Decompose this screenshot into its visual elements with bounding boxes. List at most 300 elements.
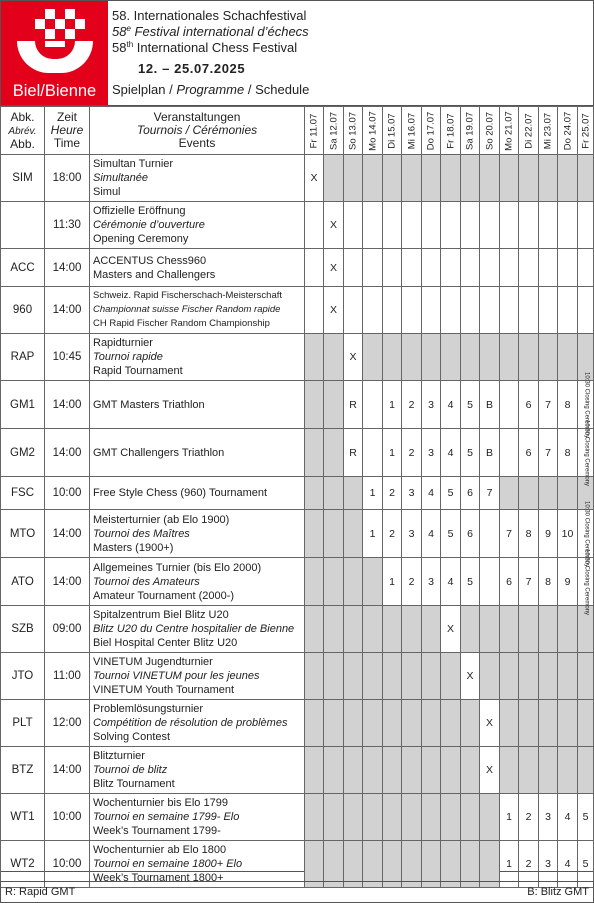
closing-ceremony-label: 10:30 Closing Ceremony bbox=[583, 500, 589, 567]
inactive-day-cell bbox=[402, 794, 422, 841]
inactive-day-cell bbox=[344, 747, 363, 794]
table-row bbox=[1, 155, 594, 202]
inactive-day-cell bbox=[441, 155, 461, 202]
event-name-de: Offizielle Eröffnung bbox=[93, 205, 186, 217]
inactive-day-cell bbox=[383, 155, 402, 202]
inactive-day-cell bbox=[558, 477, 578, 510]
day-cell: 4 bbox=[422, 510, 441, 558]
event-time: 18:00 bbox=[45, 155, 90, 202]
day-cell bbox=[383, 287, 402, 334]
day-cell: 2 bbox=[402, 429, 422, 477]
event-name-en: Masters and Challengers bbox=[93, 268, 216, 281]
day-cell bbox=[519, 287, 539, 334]
day-cell: 7 bbox=[539, 381, 558, 429]
day-cell: 3 bbox=[422, 558, 441, 606]
inactive-day-cell bbox=[519, 653, 539, 700]
event-time: 14:00 bbox=[45, 510, 90, 558]
inactive-day-cell bbox=[519, 334, 539, 381]
inactive-day-cell bbox=[344, 653, 363, 700]
event-name-de: Free Style Chess (960) Tournament bbox=[93, 487, 268, 499]
day-cell: X bbox=[344, 334, 363, 381]
inactive-day-cell bbox=[402, 155, 422, 202]
day-cell bbox=[500, 287, 519, 334]
table-row bbox=[1, 381, 594, 429]
day-header: So 20.07 bbox=[480, 107, 500, 155]
inactive-day-cell bbox=[500, 653, 519, 700]
day-cell bbox=[363, 429, 383, 477]
event-name bbox=[90, 381, 305, 429]
inactive-day-cell bbox=[305, 653, 324, 700]
inactive-day-cell bbox=[305, 606, 324, 653]
table-row bbox=[1, 202, 594, 249]
event-name-en: Blitz Tournament bbox=[93, 778, 175, 790]
inactive-day-cell bbox=[441, 334, 461, 381]
closing-ceremony-cell bbox=[578, 548, 594, 615]
event-name-fr: Tournoi de blitz bbox=[93, 764, 168, 776]
logo-city-name: Biel/Bienne bbox=[12, 82, 97, 100]
inactive-day-cell bbox=[480, 794, 500, 841]
event-name bbox=[90, 429, 305, 477]
day-cell: 8 bbox=[539, 558, 558, 606]
inactive-day-cell bbox=[441, 747, 461, 794]
day-cell: 1 bbox=[383, 381, 402, 429]
event-name bbox=[90, 653, 305, 700]
inactive-day-cell bbox=[480, 653, 500, 700]
day-cell: 6 bbox=[519, 429, 539, 477]
day-cell bbox=[305, 249, 324, 287]
day-cell: 2 bbox=[519, 841, 539, 888]
event-abbreviation: ATO bbox=[1, 558, 45, 606]
event-abbreviation: ACC bbox=[1, 249, 45, 287]
day-cell bbox=[363, 287, 383, 334]
day-cell: 8 bbox=[519, 510, 539, 558]
day-cell: 1 bbox=[363, 477, 383, 510]
event-time: 14:00 bbox=[45, 747, 90, 794]
day-cell bbox=[480, 202, 500, 249]
event-name-fr: Tournoi VINETUM pour les jeunes bbox=[93, 670, 260, 682]
inactive-day-cell bbox=[383, 334, 402, 381]
inactive-day-cell bbox=[558, 747, 578, 794]
inactive-day-cell bbox=[441, 653, 461, 700]
inactive-day-cell bbox=[422, 334, 441, 381]
event-name bbox=[90, 606, 305, 653]
inactive-day-cell bbox=[383, 747, 402, 794]
day-cell: 6 bbox=[461, 477, 480, 510]
event-abbreviation: GM1 bbox=[1, 381, 45, 429]
day-header: Sa 19.07 bbox=[461, 107, 480, 155]
inactive-day-cell bbox=[324, 381, 344, 429]
day-cell: 8 bbox=[558, 381, 578, 429]
inactive-day-cell bbox=[363, 747, 383, 794]
event-abbreviation: JTO bbox=[1, 653, 45, 700]
inactive-day-cell bbox=[461, 155, 480, 202]
day-cell bbox=[422, 249, 441, 287]
inactive-day-cell bbox=[422, 653, 441, 700]
day-cell bbox=[383, 202, 402, 249]
inactive-day-cell bbox=[500, 477, 519, 510]
inactive-day-cell bbox=[539, 155, 558, 202]
day-cell bbox=[500, 381, 519, 429]
day-cell bbox=[578, 287, 594, 334]
day-cell: 5 bbox=[461, 429, 480, 477]
day-cell: 1 bbox=[500, 794, 519, 841]
inactive-day-cell bbox=[305, 747, 324, 794]
event-name-fr: Tournoi des Maîtres bbox=[93, 527, 190, 540]
event-time: 12:00 bbox=[45, 700, 90, 747]
inactive-day-cell bbox=[305, 700, 324, 747]
day-cell bbox=[344, 202, 363, 249]
day-cell bbox=[363, 381, 383, 429]
inactive-day-cell bbox=[402, 334, 422, 381]
inactive-day-cell bbox=[344, 558, 363, 606]
day-cell bbox=[363, 249, 383, 287]
event-abbreviation: 960 bbox=[1, 287, 45, 334]
event-name-fr: Tournoi des Amateurs bbox=[93, 575, 200, 588]
day-cell bbox=[422, 287, 441, 334]
table-row bbox=[1, 747, 594, 794]
inactive-day-cell bbox=[324, 334, 344, 381]
table-row bbox=[1, 287, 594, 334]
inactive-day-cell bbox=[402, 653, 422, 700]
event-name bbox=[90, 334, 305, 381]
day-cell: B bbox=[480, 429, 500, 477]
event-name bbox=[90, 155, 305, 202]
event-name-en: Biel Hospital Center Blitz U20 bbox=[93, 637, 238, 649]
event-abbreviation: SZB bbox=[1, 606, 45, 653]
inactive-day-cell bbox=[519, 747, 539, 794]
day-cell: 4 bbox=[441, 429, 461, 477]
day-cell bbox=[558, 249, 578, 287]
inactive-day-cell bbox=[558, 334, 578, 381]
inactive-day-cell bbox=[500, 155, 519, 202]
table-row bbox=[1, 334, 594, 381]
day-cell: 2 bbox=[402, 381, 422, 429]
inactive-day-cell bbox=[422, 794, 441, 841]
inactive-day-cell bbox=[305, 558, 324, 606]
festival-dates: 12. – 25.07.2025 bbox=[138, 61, 246, 76]
inactive-day-cell bbox=[324, 155, 344, 202]
inactive-day-cell bbox=[363, 334, 383, 381]
event-name-de: Blitzturnier bbox=[93, 750, 145, 762]
inactive-day-cell bbox=[324, 510, 344, 558]
inactive-day-cell bbox=[305, 794, 324, 841]
inactive-day-cell bbox=[539, 606, 558, 653]
event-abbreviation: RAP bbox=[1, 334, 45, 381]
event-name bbox=[90, 700, 305, 747]
day-cell: 4 bbox=[558, 794, 578, 841]
day-header: Fr 11.07 bbox=[305, 107, 324, 155]
inactive-day-cell bbox=[539, 700, 558, 747]
event-name-de: ACCENTUS Chess960 bbox=[93, 254, 207, 267]
inactive-day-cell bbox=[558, 155, 578, 202]
event-time: 14:00 bbox=[45, 429, 90, 477]
event-name-de: Wochenturnier ab Elo 1800 bbox=[93, 844, 227, 856]
event-time: 11:00 bbox=[45, 653, 90, 700]
inactive-day-cell bbox=[422, 747, 441, 794]
day-header: Mo 14.07 bbox=[363, 107, 383, 155]
inactive-day-cell bbox=[363, 653, 383, 700]
day-header: Sa 12.07 bbox=[324, 107, 344, 155]
day-cell: 6 bbox=[519, 381, 539, 429]
event-abbreviation: FSC bbox=[1, 477, 45, 510]
day-cell: 7 bbox=[539, 429, 558, 477]
day-cell: 5 bbox=[441, 477, 461, 510]
day-cell: X bbox=[324, 249, 344, 287]
day-header: Mi 16.07 bbox=[402, 107, 422, 155]
event-name-fr: Cérémonie d’ouverture bbox=[93, 219, 205, 231]
inactive-day-cell bbox=[539, 747, 558, 794]
day-header: Di 22.07 bbox=[519, 107, 539, 155]
day-cell bbox=[344, 287, 363, 334]
day-cell bbox=[480, 558, 500, 606]
day-cell: 7 bbox=[500, 510, 519, 558]
inactive-day-cell bbox=[461, 334, 480, 381]
table-row bbox=[1, 510, 594, 558]
day-cell: 1 bbox=[500, 841, 519, 888]
inactive-day-cell bbox=[500, 334, 519, 381]
event-name-de: Wochenturnier bis Elo 1799 bbox=[93, 797, 228, 809]
day-cell: 5 bbox=[461, 381, 480, 429]
day-cell: X bbox=[324, 287, 344, 334]
title-fr: 58e Festival international d’échecs bbox=[112, 24, 309, 39]
event-abbreviation: WT2 bbox=[1, 841, 45, 888]
table-row bbox=[1, 249, 594, 287]
inactive-day-cell bbox=[305, 510, 324, 558]
day-cell: X bbox=[480, 700, 500, 747]
event-abbreviation: WT1 bbox=[1, 794, 45, 841]
inactive-day-cell bbox=[402, 747, 422, 794]
inactive-day-cell bbox=[480, 155, 500, 202]
event-name bbox=[90, 202, 305, 249]
day-cell: 2 bbox=[519, 794, 539, 841]
inactive-day-cell bbox=[519, 155, 539, 202]
day-cell: X bbox=[324, 202, 344, 249]
event-name bbox=[90, 794, 305, 841]
day-cell: 4 bbox=[422, 477, 441, 510]
day-cell: X bbox=[441, 606, 461, 653]
inactive-day-cell bbox=[578, 155, 594, 202]
day-cell bbox=[461, 202, 480, 249]
day-cell bbox=[402, 249, 422, 287]
event-name-fr: Tournoi rapide bbox=[93, 351, 163, 363]
event-name-en: Rapid Tournament bbox=[93, 365, 183, 377]
event-name-de: VINETUM Jugendturnier bbox=[93, 656, 213, 668]
inactive-day-cell bbox=[363, 558, 383, 606]
event-abbreviation: MTO bbox=[1, 510, 45, 558]
inactive-day-cell bbox=[324, 429, 344, 477]
day-cell: 2 bbox=[402, 558, 422, 606]
day-cell bbox=[500, 202, 519, 249]
event-name bbox=[90, 510, 305, 558]
closing-ceremony-label: 10:30 Closing Ceremony bbox=[583, 419, 589, 486]
inactive-day-cell bbox=[344, 477, 363, 510]
day-cell bbox=[558, 287, 578, 334]
event-name bbox=[90, 249, 305, 287]
event-name-fr: Compétition de résolution de problèmes bbox=[93, 717, 288, 729]
closing-ceremony-label: 10:30 Closing Ceremony bbox=[583, 548, 589, 615]
event-name bbox=[90, 558, 305, 606]
inactive-day-cell bbox=[461, 606, 480, 653]
day-cell: 4 bbox=[558, 841, 578, 888]
day-cell bbox=[305, 287, 324, 334]
inactive-day-cell bbox=[461, 700, 480, 747]
inactive-day-cell bbox=[539, 334, 558, 381]
inactive-day-cell bbox=[578, 653, 594, 700]
inactive-day-cell bbox=[305, 429, 324, 477]
inactive-day-cell bbox=[480, 606, 500, 653]
day-cell bbox=[461, 287, 480, 334]
event-name bbox=[90, 477, 305, 510]
inactive-day-cell bbox=[480, 334, 500, 381]
event-name-en: CH Rapid Fischer Random Championship bbox=[93, 318, 270, 329]
event-name-de: GMT Masters Triathlon bbox=[93, 398, 205, 411]
day-header: Mo 21.07 bbox=[500, 107, 519, 155]
event-name-en: Amateur Tournament (2000-) bbox=[93, 589, 235, 602]
day-cell bbox=[539, 249, 558, 287]
day-cell bbox=[578, 202, 594, 249]
event-abbreviation: BTZ bbox=[1, 747, 45, 794]
day-cell: 8 bbox=[558, 429, 578, 477]
inactive-day-cell bbox=[305, 334, 324, 381]
day-cell: 3 bbox=[402, 510, 422, 558]
event-name-en: VINETUM Youth Tournament bbox=[93, 684, 235, 696]
day-cell bbox=[461, 249, 480, 287]
day-cell: 1 bbox=[383, 558, 402, 606]
day-cell: X bbox=[480, 747, 500, 794]
day-header: Mi 23.07 bbox=[539, 107, 558, 155]
day-header: Do 24.07 bbox=[558, 107, 578, 155]
inactive-day-cell bbox=[500, 747, 519, 794]
inactive-day-cell bbox=[558, 700, 578, 747]
day-cell bbox=[402, 202, 422, 249]
day-cell: 6 bbox=[500, 558, 519, 606]
day-cell bbox=[480, 510, 500, 558]
inactive-day-cell bbox=[422, 155, 441, 202]
day-cell: 1 bbox=[383, 429, 402, 477]
inactive-day-cell bbox=[558, 653, 578, 700]
day-cell: 3 bbox=[422, 429, 441, 477]
event-abbreviation bbox=[1, 202, 45, 249]
inactive-day-cell bbox=[383, 653, 402, 700]
inactive-day-cell bbox=[383, 606, 402, 653]
event-time: 09:00 bbox=[45, 606, 90, 653]
inactive-day-cell bbox=[324, 747, 344, 794]
day-cell: R bbox=[344, 381, 363, 429]
inactive-day-cell bbox=[383, 794, 402, 841]
event-name-de: Meisterturnier (ab Elo 1900) bbox=[93, 513, 230, 526]
inactive-day-cell bbox=[305, 477, 324, 510]
inactive-day-cell bbox=[344, 794, 363, 841]
inactive-day-cell bbox=[324, 606, 344, 653]
inactive-day-cell bbox=[305, 381, 324, 429]
day-cell: 9 bbox=[539, 510, 558, 558]
event-name-en: Simul bbox=[93, 186, 121, 198]
day-cell: 3 bbox=[539, 841, 558, 888]
inactive-day-cell bbox=[539, 477, 558, 510]
inactive-day-cell bbox=[324, 794, 344, 841]
inactive-day-cell bbox=[402, 606, 422, 653]
abb-header: Abk. Abrév. Abb. bbox=[1, 107, 45, 155]
inactive-day-cell bbox=[500, 700, 519, 747]
closing-ceremony-label: 10:30 Closing Ceremony bbox=[583, 371, 589, 438]
day-cell: 5 bbox=[441, 510, 461, 558]
day-cell: 5 bbox=[578, 794, 594, 841]
table-row bbox=[1, 558, 594, 606]
day-header: Fr 18.07 bbox=[441, 107, 461, 155]
inactive-day-cell bbox=[363, 606, 383, 653]
inactive-day-cell bbox=[344, 606, 363, 653]
event-name bbox=[90, 747, 305, 794]
inactive-day-cell bbox=[578, 700, 594, 747]
day-cell bbox=[402, 287, 422, 334]
event-name-de: Simultan Turnier bbox=[93, 158, 174, 170]
day-header: So 13.07 bbox=[344, 107, 363, 155]
inactive-day-cell bbox=[324, 653, 344, 700]
inactive-day-cell bbox=[578, 747, 594, 794]
inactive-day-cell bbox=[363, 155, 383, 202]
event-name-de: Rapidturnier bbox=[93, 337, 153, 349]
day-cell: 4 bbox=[441, 558, 461, 606]
day-cell bbox=[480, 287, 500, 334]
day-cell bbox=[500, 249, 519, 287]
event-name bbox=[90, 287, 305, 334]
event-time: 10:45 bbox=[45, 334, 90, 381]
schedule-table bbox=[0, 106, 594, 888]
event-name-de: Spitalzentrum Biel Blitz U20 bbox=[93, 609, 229, 621]
schedule-subtitle: Spielplan / Programme / Schedule bbox=[112, 82, 310, 97]
day-cell bbox=[383, 249, 402, 287]
event-name-de: Problemlösungsturnier bbox=[93, 703, 204, 715]
inactive-day-cell bbox=[324, 700, 344, 747]
inactive-day-cell bbox=[344, 510, 363, 558]
day-cell: 4 bbox=[441, 381, 461, 429]
inactive-day-cell bbox=[402, 700, 422, 747]
inactive-day-cell bbox=[422, 606, 441, 653]
day-cell: 2 bbox=[383, 510, 402, 558]
event-name-en: Week’s Tournament 1800+ bbox=[93, 872, 224, 884]
day-cell: 3 bbox=[402, 477, 422, 510]
event-name-fr: Championnat suisse Fischer Random rapide bbox=[93, 304, 281, 315]
day-cell: 3 bbox=[539, 794, 558, 841]
event-name-fr: Tournoi en semaine 1799- Elo bbox=[93, 811, 240, 823]
day-header: Di 15.07 bbox=[383, 107, 402, 155]
inactive-day-cell bbox=[539, 653, 558, 700]
table-header-row bbox=[1, 107, 594, 155]
event-name-de: Schweiz. Rapid Fischerschach-Meisterschaft bbox=[93, 290, 283, 301]
day-cell bbox=[558, 202, 578, 249]
event-name-de: Allgemeines Turnier (bis Elo 2000) bbox=[93, 561, 262, 574]
event-time: 10:00 bbox=[45, 477, 90, 510]
day-cell bbox=[539, 287, 558, 334]
day-cell: 7 bbox=[519, 558, 539, 606]
day-cell: X bbox=[305, 155, 324, 202]
event-name-fr: Blitz U20 du Centre hospitalier de Bienne bbox=[93, 623, 295, 635]
day-cell bbox=[344, 249, 363, 287]
day-header: Do 17.07 bbox=[422, 107, 441, 155]
day-cell bbox=[441, 202, 461, 249]
inactive-day-cell bbox=[363, 794, 383, 841]
event-name-fr: Simultanée bbox=[93, 172, 149, 184]
event-abbreviation: PLT bbox=[1, 700, 45, 747]
day-cell bbox=[500, 429, 519, 477]
inactive-day-cell bbox=[324, 558, 344, 606]
table-row bbox=[1, 606, 594, 653]
inactive-day-cell bbox=[558, 606, 578, 653]
table-row bbox=[1, 429, 594, 477]
inactive-day-cell bbox=[519, 606, 539, 653]
day-cell: 2 bbox=[383, 477, 402, 510]
legend-footer bbox=[0, 881, 594, 903]
